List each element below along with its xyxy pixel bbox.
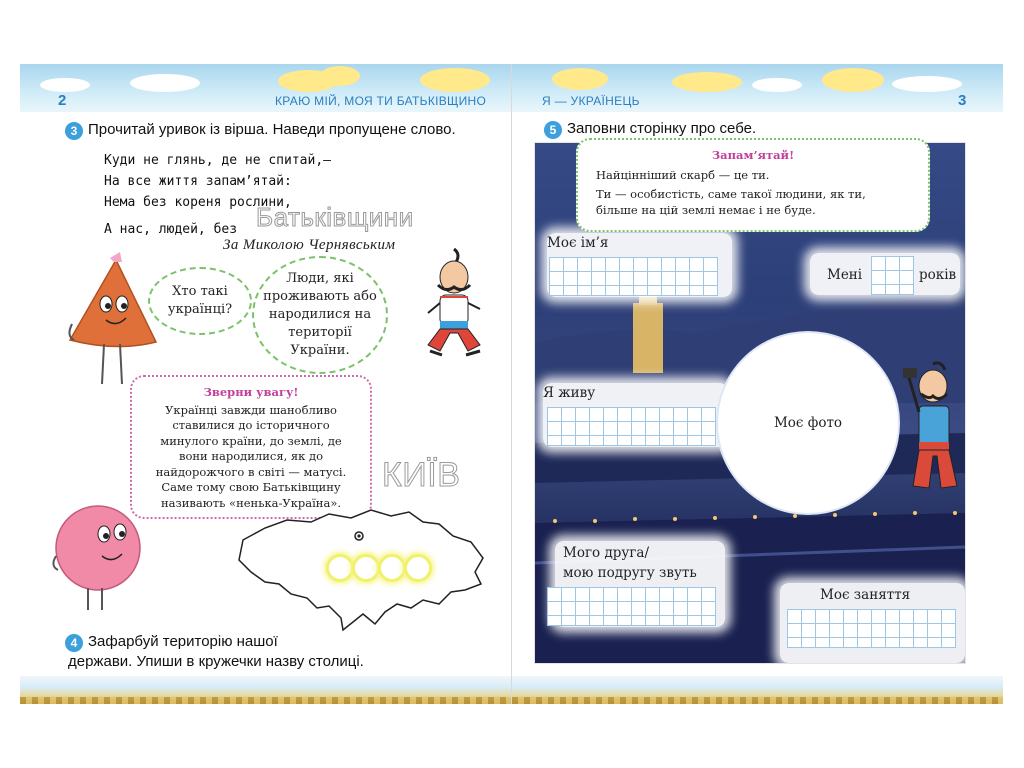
remember-line2: Ти — особистість, саме такої людини, як ти, більше на цій землі немає і не буде.: [596, 187, 866, 217]
task-instruction: Прочитай уривок із вірша. Наведи пропущене слово.: [88, 121, 456, 138]
name-grid[interactable]: [549, 257, 718, 296]
task-instruction: Заповни сторінку про себе.: [567, 120, 757, 137]
textbook-spread: [20, 64, 1003, 704]
speech-bubble-answer: Люди, які проживають або народилися на території України.: [252, 256, 388, 374]
remember-title: Запам’ятай!: [711, 148, 795, 162]
poem-line: Куди не глянь, де не спитай,—: [104, 153, 331, 168]
friend-grid[interactable]: [547, 587, 716, 626]
right-page: [512, 64, 1003, 704]
page-number: 2: [58, 92, 67, 109]
task-number: 4: [65, 634, 83, 652]
friend-label-line1: Мого друга/: [563, 545, 650, 561]
circle-character-icon: [48, 502, 144, 616]
remember-line1: Найцінніший скарб — це ти.: [596, 167, 770, 182]
capital-letter-circle[interactable]: [352, 554, 380, 582]
missing-word-trace[interactable]: Батьківщини: [256, 202, 414, 232]
age-grid[interactable]: [871, 256, 914, 295]
note-text: Українці завжди шанобливо ставилися до історичного минулого країни, до землі, де вони народилися, як до найдорожчого в світі — матусі. Саме тому свою Батьківщину називають «ненька-Україна».: [155, 402, 347, 510]
running-title: КРАЮ МІЙ, МОЯ ТИ БАТЬКІВЩИНО: [275, 94, 487, 108]
live-grid[interactable]: [547, 407, 716, 446]
note-title: Зверни увагу!: [203, 385, 299, 399]
friend-label-line2: мою подругу звуть: [563, 565, 697, 581]
hobby-grid[interactable]: [787, 609, 956, 648]
cossack-character-icon: [410, 247, 490, 367]
capital-word-trace: КИЇВ: [382, 456, 461, 494]
live-label: Я живу: [543, 385, 596, 401]
age-label-before: Мені: [827, 267, 863, 283]
poem-line: Нема без кореня рослини,: [104, 195, 292, 210]
running-title: Я — УКРАЇНЕЦЬ: [542, 94, 640, 108]
task-number: 5: [544, 121, 562, 139]
triangle-character-icon: [64, 252, 164, 392]
task-instruction: держави. Упиши в кружечки назву столиці.: [68, 653, 364, 670]
capital-letter-circle[interactable]: [326, 554, 354, 582]
task-number: 3: [65, 122, 83, 140]
speech-bubble-question: Хто такі українці?: [148, 267, 252, 335]
hobby-label: Моє заняття: [820, 587, 911, 603]
footer-band: [20, 676, 511, 704]
poem-line: А нас, людей, без: [104, 222, 238, 237]
page-number: 3: [958, 92, 967, 109]
photo-placeholder[interactable]: Моє фото: [718, 333, 898, 513]
footer-band: [512, 676, 1003, 704]
remember-note: [576, 138, 930, 232]
capital-letter-circle[interactable]: [378, 554, 406, 582]
task-instruction: Зафарбуй територію нашої: [88, 633, 278, 650]
poem-author: За Миколою Чернявським: [223, 237, 396, 253]
left-page: [20, 64, 511, 704]
age-label-after: років: [919, 267, 957, 283]
poem-line: На все життя запам’ятай:: [104, 174, 292, 189]
capital-letter-circle[interactable]: [404, 554, 432, 582]
name-label: Моє ім’я: [547, 235, 609, 251]
cossack-photographer-icon: [899, 358, 963, 508]
